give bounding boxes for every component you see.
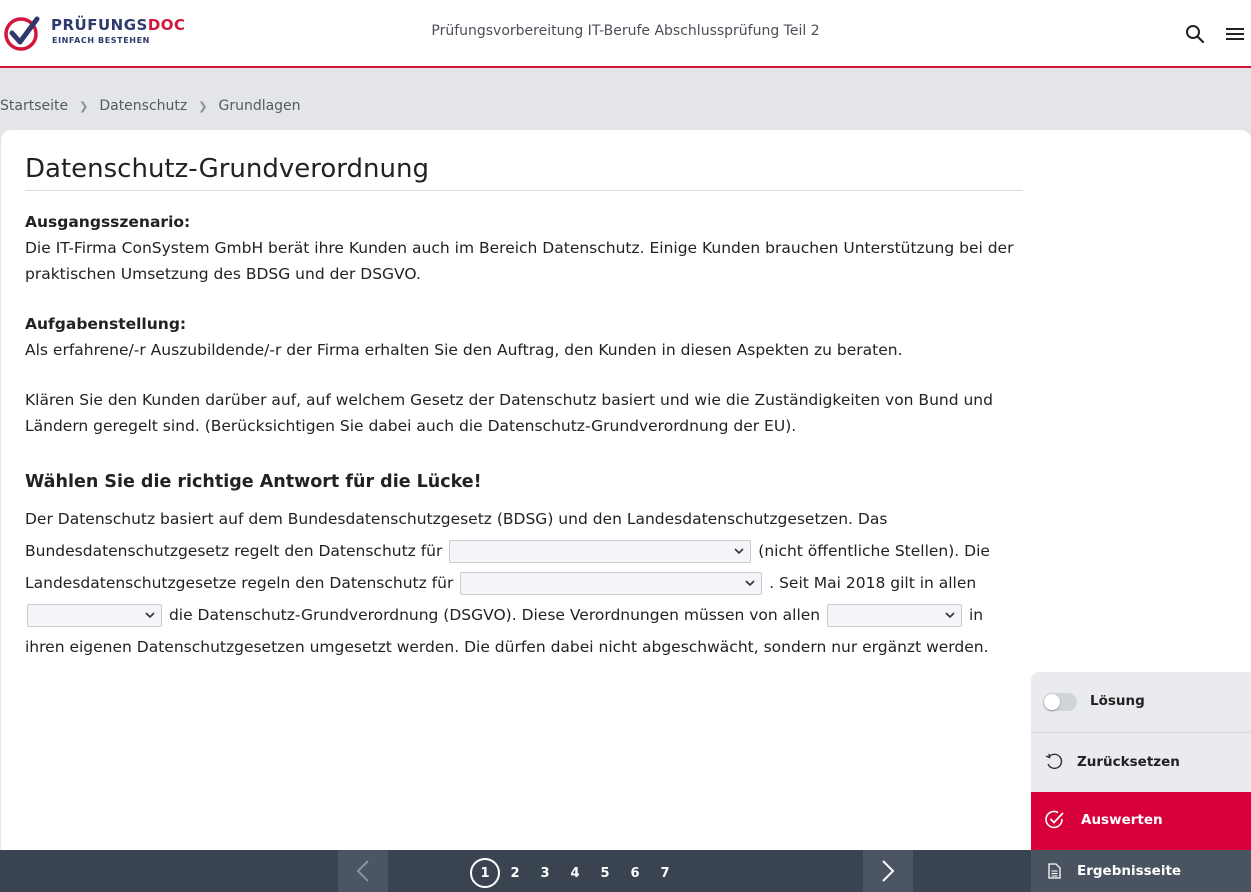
solution-label: Lösung [1090, 693, 1145, 709]
page-number-6[interactable]: 6 [630, 865, 640, 881]
scenario-text: Die IT-Firma ConSystem GmbH berät ihre Kunden auch im Bereich Datenschutz. Einige Kunden brauchen Unterstützung bei der praktischen Umsetzung des BDSG und der DSGVO. [25, 239, 1014, 283]
cloze-text-part: . Seit Mai 2018 gilt in allen [769, 574, 977, 592]
reset-label: Zurücksetzen [1077, 754, 1180, 770]
evaluate-label: Auswerten [1081, 812, 1163, 828]
logo-subtitle: EINFACH BESTEHEN [52, 36, 150, 45]
cloze-text-part: Der Datenschutz basiert auf dem Bundesdatenschutzgesetz (BDSG) und den Landesdatenschutzgesetzen. Das Bundesdatenschutzgesetz regelt den Datenschutz für [25, 510, 888, 560]
results-page-button[interactable] [1031, 850, 1251, 892]
hamburger-menu-icon [1226, 26, 1244, 42]
previous-page-button[interactable] [338, 850, 388, 892]
header-title: Prüfungsvorbereitung IT-Berufe Abschlussprüfung Teil 2 [431, 23, 820, 39]
scenario-label: Ausgangsszenario: [25, 213, 191, 231]
document-icon [1048, 863, 1061, 879]
chevron-right-icon: ❯ [198, 99, 208, 113]
chevron-down-icon [945, 610, 955, 620]
search-icon [1185, 24, 1205, 44]
breadcrumb-grundlagen[interactable]: Grundlagen [218, 98, 301, 114]
exercise-content [25, 209, 1025, 663]
task-detail: Klären Sie den Kunden darüber auf, auf welchem Gesetz der Datenschutz basiert und wie die Zuständigkeiten von Bund und Ländern geregelt sind. (Berücksichtigen Sie dabei auch die Datenschutz-Grundverordnung der EU). [25, 391, 993, 435]
gap-select-3[interactable] [27, 604, 162, 627]
app-header [0, 0, 1251, 68]
action-panel [1031, 672, 1251, 892]
logo-title: PRÜFUNGSDOC [51, 16, 186, 34]
cloze-text-part: (nicht öffentliche Stellen). Die Landesdatenschutzgesetze regeln den Datenschutz für [25, 542, 990, 592]
gap-select-4[interactable] [827, 604, 962, 627]
results-label: Ergebnisseite [1077, 863, 1182, 879]
question-heading: Wählen Sie die richtige Antwort für die Lücke! [25, 472, 482, 492]
chevron-left-icon [356, 859, 370, 883]
page-numbers [470, 858, 680, 888]
page-number-3[interactable]: 3 [540, 865, 550, 881]
chevron-down-icon [734, 546, 744, 556]
page-number-1[interactable]: 1 [470, 858, 500, 888]
chevron-down-icon [145, 610, 155, 620]
evaluate-button[interactable] [1031, 792, 1251, 850]
check-circle-icon [1045, 810, 1065, 830]
gap-select-1[interactable] [449, 540, 751, 563]
chevron-right-icon [881, 859, 895, 883]
page-number-7[interactable]: 7 [660, 865, 670, 881]
breadcrumb-startseite[interactable]: Startseite [0, 98, 69, 114]
search-button[interactable] [1181, 20, 1209, 48]
cloze-text-part: in ihren eigenen Datenschutzgesetzen umgesetzt werden. Die dürfen dabei nicht abgeschwächt, sondern nur ergänzt werden. [25, 606, 989, 656]
breadcrumb [0, 96, 301, 116]
page-number-4[interactable]: 4 [570, 865, 580, 881]
gap-select-2[interactable] [460, 572, 762, 595]
next-page-button[interactable] [863, 850, 913, 892]
menu-button[interactable] [1221, 20, 1249, 48]
solution-toggle[interactable] [1043, 693, 1077, 711]
chevron-down-icon [745, 578, 755, 588]
undo-icon [1045, 753, 1063, 771]
chevron-right-icon: ❯ [79, 99, 89, 113]
task-text: Als erfahrene/-r Auszubildende/-r der Firma erhalten Sie den Auftrag, den Kunden in diesen Aspekten zu beraten. [25, 341, 903, 359]
task-label: Aufgabenstellung: [25, 315, 187, 333]
cloze-text [25, 503, 1025, 663]
pagination-bar [0, 850, 1031, 892]
page-number-2[interactable]: 2 [510, 865, 520, 881]
reset-button[interactable] [1031, 732, 1251, 792]
breadcrumb-datenschutz[interactable]: Datenschutz [99, 98, 188, 114]
solution-toggle-row[interactable] [1031, 672, 1251, 732]
page-title: Datenschutz-Grundverordnung [25, 154, 1023, 191]
page-number-5[interactable]: 5 [600, 865, 610, 881]
cloze-text-part: die Datenschutz-Grundverordnung (DSGVO). Diese Verordnungen müssen von allen [168, 606, 821, 624]
